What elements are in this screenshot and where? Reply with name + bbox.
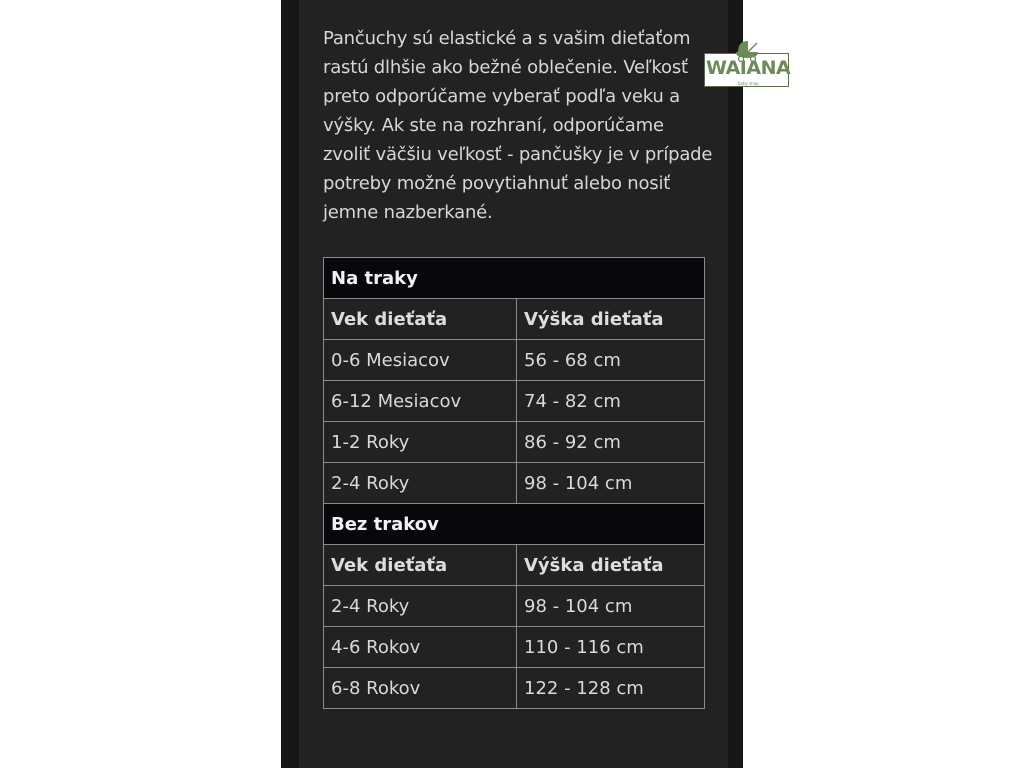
table-row — [324, 381, 705, 422]
table-row — [324, 586, 705, 627]
header-age: Vek dieťaťa — [324, 299, 517, 340]
header-height: Výška dieťaťa — [517, 299, 705, 340]
section-title: Na traky — [324, 258, 705, 299]
header-row — [324, 545, 705, 586]
cell-height: 56 - 68 cm — [517, 340, 705, 381]
shop-logo — [704, 38, 792, 90]
cell-height: 74 - 82 cm — [517, 381, 705, 422]
cell-height: 98 - 104 cm — [517, 586, 705, 627]
intro-paragraph: Pančuchy sú elastické a s vašim dieťaťom rastú dlhšie ako bežné oblečenie. Veľkosť preto odporúčame vyberať podľa veku a výšky. Ak ste na rozhraní, odporúčame zvoliť väčšiu veľkosť - pančušky je v prípade potreby možné povytiahnuť alebo nosiť jemne nazberkané. — [323, 28, 713, 223]
cell-age: 0-6 Mesiacov — [324, 340, 517, 381]
cell-height: 86 - 92 cm — [517, 422, 705, 463]
cell-age: 4-6 Rokov — [324, 627, 517, 668]
cell-age: 6-8 Rokov — [324, 668, 517, 709]
table-row — [324, 340, 705, 381]
cell-age: 1-2 Roky — [324, 422, 517, 463]
table-row — [324, 668, 705, 709]
section-row-na-traky — [324, 258, 705, 299]
header-age: Vek dieťaťa — [324, 545, 517, 586]
table-row — [324, 463, 705, 504]
cell-age: 6-12 Mesiacov — [324, 381, 517, 422]
cell-age: 2-4 Roky — [324, 586, 517, 627]
section-row-bez-trakov — [324, 504, 705, 545]
logo-name: WAIANA — [706, 57, 791, 79]
header-row — [324, 299, 705, 340]
cell-height: 98 - 104 cm — [517, 463, 705, 504]
size-table — [323, 257, 705, 709]
section-title: Bez trakov — [324, 504, 705, 545]
cell-age: 2-4 Roky — [324, 463, 517, 504]
header-height: Výška dieťaťa — [517, 545, 705, 586]
cell-height: 122 - 128 cm — [517, 668, 705, 709]
logo-tagline: baby shop — [738, 81, 759, 86]
table-row — [324, 422, 705, 463]
cell-height: 110 - 116 cm — [517, 627, 705, 668]
table-row — [324, 627, 705, 668]
